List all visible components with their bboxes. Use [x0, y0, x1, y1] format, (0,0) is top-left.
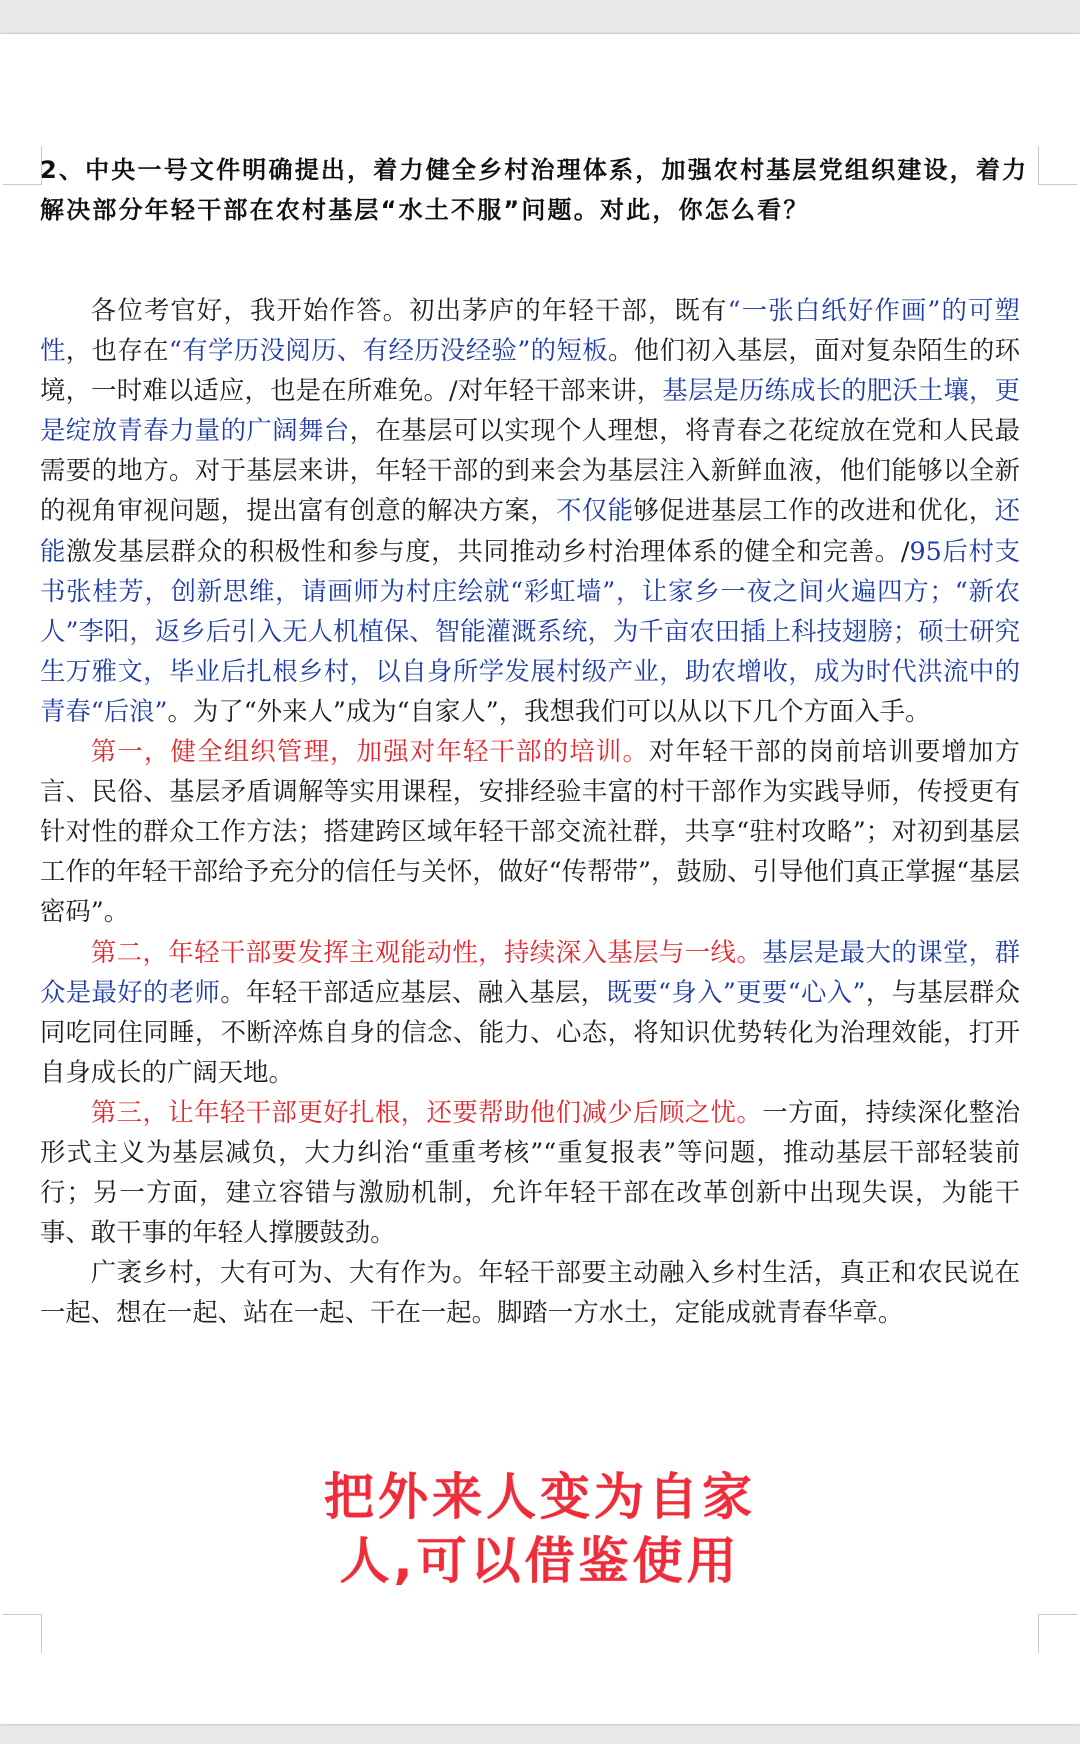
point-heading-red: 第二，年轻干部要发挥主观能动性，持续深入基层与一线。 — [90, 936, 763, 967]
highlight-blue: 既要“身入”更要“心入” — [606, 976, 866, 1007]
highlight-blue: “有学历没阅历、有经历没经验”的短板 — [168, 335, 609, 366]
red-caption — [0, 1465, 1080, 1593]
crop-mark-top-left — [3, 146, 42, 185]
text-run: ，也存在 — [65, 335, 169, 366]
text-run: 。他们初入基层，面对复杂陌生的环境，一时难以适应，也是在所难免。/对年轻干部来讲， — [40, 335, 1021, 406]
caption-line-2: 人,可以借鉴使用 — [339, 1532, 741, 1590]
text-run: 对年轻干部的岗前培训要增加方言、民俗、基层矛盾调解等实用课程，安排经验丰富的村干部作为实践导师，传授更有针对性的群众工作方法；搭建跨区域年轻干部交流社群，共享“驻村攻略”；对初到基层工作的年轻干部给予充分的信任与关怀，做好“传帮带”，鼓励、引导他们真正掌握“基层密码”。 — [40, 736, 1021, 927]
crop-mark-bottom-right — [1038, 1614, 1077, 1653]
highlight-blue: 基层是最大的课堂，群众是最好的老师 — [40, 936, 1021, 1007]
text-run: 。为了“外来人”成为“自家人”，我想我们可以从以下几个方面入手。 — [167, 695, 931, 726]
paragraph-point-2 — [40, 932, 1020, 1092]
highlight-blue: 不仅能 — [556, 495, 634, 526]
highlight-blue: 还能 — [40, 495, 1021, 566]
text-run: 一方面，持续深化整治形式主义为基层减负，大力纠治“重重考核”“重复报表”等问题，推动基层干部轻装前行；另一方面，建立容错与激励机制，允许年轻干部在改革创新中出现失误，为能干事、敢干事的年轻人撑腰鼓劲。 — [40, 1096, 1021, 1248]
paragraph-point-3 — [40, 1092, 1020, 1252]
text-run: ，与基层群众同吃同住同睡，不断淬炼自身的信念、能力、心态，将知识优势转化为治理效能，打开自身成长的广阔天地。 — [40, 976, 1020, 1087]
highlight-blue: “一张白纸好作画”的可塑性 — [40, 295, 1021, 366]
text-run: 够促进基层工作的改进和优化， — [633, 495, 995, 526]
crop-mark-top-right — [1038, 146, 1077, 185]
highlight-blue: 基层是历练成长的肥沃土壤，更是绽放青春力量的广阔舞台 — [40, 375, 1021, 446]
crop-mark-bottom-left — [3, 1614, 42, 1653]
point-heading-red: 第一，健全组织管理，加强对年轻干部的培训。 — [90, 736, 650, 767]
paragraph-conclusion: 广袤乡村，大有可为、大有作为。年轻干部要主动融入乡村生活，真正和农民说在一起、想在一起、站在一起、干在一起。脚踏一方水土，定能成就青春华章。 — [40, 1257, 1020, 1328]
text-run: 各位考官好，我开始作答。初出茅庐的年轻干部，既有 — [90, 295, 728, 325]
paragraph-intro — [40, 290, 1020, 731]
highlight-blue: 95后村支书张桂芳，创新思维，请画师为村庄绘就“彩虹墙”，让家乡一夜之间火遍四方；“新农人”李阳，返乡后引入无人机植保、智能灌溉系统，为千亩农田插上科技翅膀；硕士研究生万雅文，毕业后扎根乡村，以自身所学发展村级产业，助农增收，成为时代洪流中的青春“后浪” — [40, 535, 1021, 726]
question-heading: 2、中央一号文件明确提出，着力健全乡村治理体系，加强农村基层党组织建设，着力解决部分年轻干部在农村基层“水土不服”问题。对此，你怎么看？ — [40, 156, 1029, 224]
text-run: 激发基层群众的积极性和参与度，共同推动乡村治理体系的健全和完善。/ — [66, 535, 910, 566]
answer-body — [40, 290, 1020, 1332]
text-run: ，在基层可以实现个人理想，将青春之花绽放在党和人民最需要的地方。对于基层来讲，年轻干部的到来会为基层注入新鲜血液，他们能够以全新的视角审视问题，提出富有创意的解决方案， — [40, 415, 1021, 526]
text-run: 。年轻干部适应基层、融入基层， — [220, 976, 607, 1007]
paragraph-point-1 — [40, 731, 1020, 931]
point-heading-red: 第三，让年轻干部更好扎根，还要帮助他们减少后顾之忧。 — [90, 1096, 763, 1127]
caption-line-1: 把外来人变为自家 — [324, 1468, 756, 1526]
